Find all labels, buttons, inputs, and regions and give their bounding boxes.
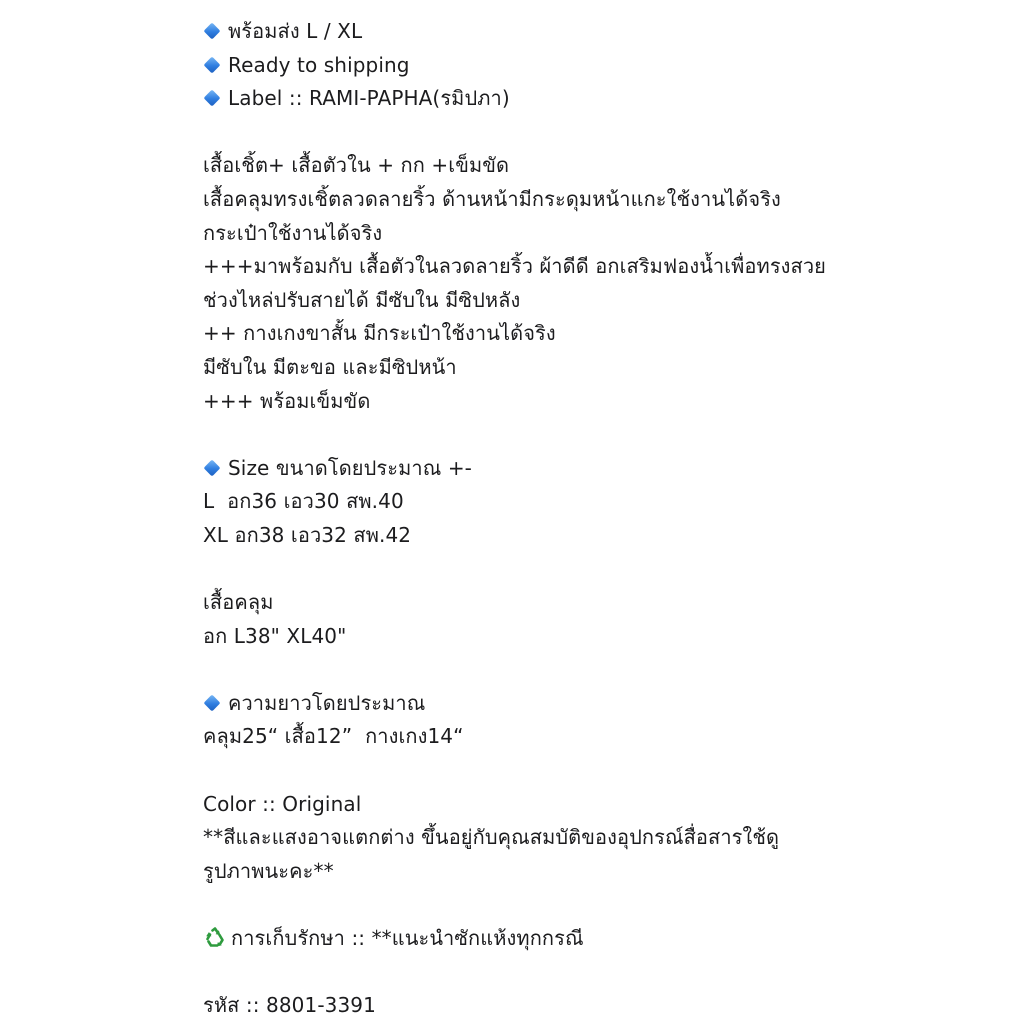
blank-line [203, 956, 1003, 990]
line-text: +++ พร้อมเข็มขัด [203, 388, 371, 413]
line-text: กระเป๋าใช้งานได้จริง [203, 220, 383, 245]
description-lines [203, 15, 1003, 1023]
line-text: **สีและแสงอาจแตกต่าง ขึ้นอยู่กับคุณสมบัติของอุปกรณ์สื่อสารใช้ดู [203, 825, 780, 850]
line-text: การเก็บรักษา :: **แนะนำซักแห้งทุกกรณี [231, 926, 584, 951]
product-description [203, 15, 1003, 1023]
text-line [203, 49, 1003, 83]
text-line [203, 586, 1003, 620]
blue-diamond-icon [203, 56, 221, 74]
text-line [203, 250, 1003, 284]
text-line [203, 855, 1003, 889]
text-line [203, 687, 1003, 721]
text-line [203, 149, 1003, 183]
text-line [203, 452, 1003, 486]
line-text: XL อก38 เอว32 สพ.42 [203, 522, 412, 547]
recycle-icon [203, 926, 227, 950]
line-text: +++มาพร้อมกับ เสื้อตัวในลวดลายริ้ว ผ้าดีดี อกเสริมฟองน้ำเพื่อทรงสวย [203, 254, 826, 279]
line-text: Label :: RAMI-PAPHA(รมิปภา) [228, 86, 510, 111]
blue-diamond-icon [203, 89, 221, 107]
text-line [203, 284, 1003, 318]
line-text: เสื้อคลุมทรงเชิ้ตลวดลายริ้ว ด้านหน้ามีกระดุมหน้าแกะใช้งานได้จริง [203, 186, 781, 211]
blue-diamond-icon [203, 694, 221, 712]
line-text: รูปภาพนะคะ** [203, 858, 334, 883]
line-text: ความยาวโดยประมาณ [228, 690, 426, 715]
text-line [203, 821, 1003, 855]
text-line [203, 989, 1003, 1023]
line-text: Ready to shipping [228, 52, 410, 77]
line-text: Color :: Original [203, 791, 362, 816]
text-line [203, 788, 1003, 822]
blank-line [203, 754, 1003, 788]
line-text: รหัส :: 8801-3391 [203, 993, 376, 1018]
line-text: Size ขนาดโดยประมาณ +- [228, 455, 473, 480]
line-text: มีซับใน มีตะขอ และมีซิปหน้า [203, 354, 457, 379]
blue-diamond-icon [203, 22, 221, 40]
blank-line [203, 653, 1003, 687]
text-line [203, 217, 1003, 251]
text-line [203, 620, 1003, 654]
text-line [203, 485, 1003, 519]
blank-line [203, 888, 1003, 922]
text-line [203, 15, 1003, 49]
blank-line [203, 418, 1003, 452]
text-line [203, 922, 1003, 956]
text-line [203, 385, 1003, 419]
text-line [203, 82, 1003, 116]
blank-line [203, 116, 1003, 150]
blank-line [203, 553, 1003, 587]
line-text: อก L38" XL40" [203, 623, 347, 648]
line-text: ++ กางเกงขาสั้น มีกระเป๋าใช้งานได้จริง [203, 321, 556, 346]
text-line [203, 183, 1003, 217]
line-text: L อก36 เอว30 สพ.40 [203, 489, 404, 514]
line-text: ช่วงไหล่ปรับสายได้ มีซับใน มีซิปหลัง [203, 287, 521, 312]
text-line [203, 519, 1003, 553]
line-text: คลุม25“ เสื้อ12” กางเกง14“ [203, 724, 464, 749]
line-text: เสื้อคลุม [203, 590, 274, 615]
blue-diamond-icon [203, 459, 221, 477]
text-line [203, 351, 1003, 385]
line-text: เสื้อเชิ้ต+ เสื้อตัวใน + กก +เข็มขัด [203, 153, 510, 178]
line-text: พร้อมส่ง L / XL [228, 19, 363, 43]
text-line [203, 317, 1003, 351]
text-line [203, 720, 1003, 754]
